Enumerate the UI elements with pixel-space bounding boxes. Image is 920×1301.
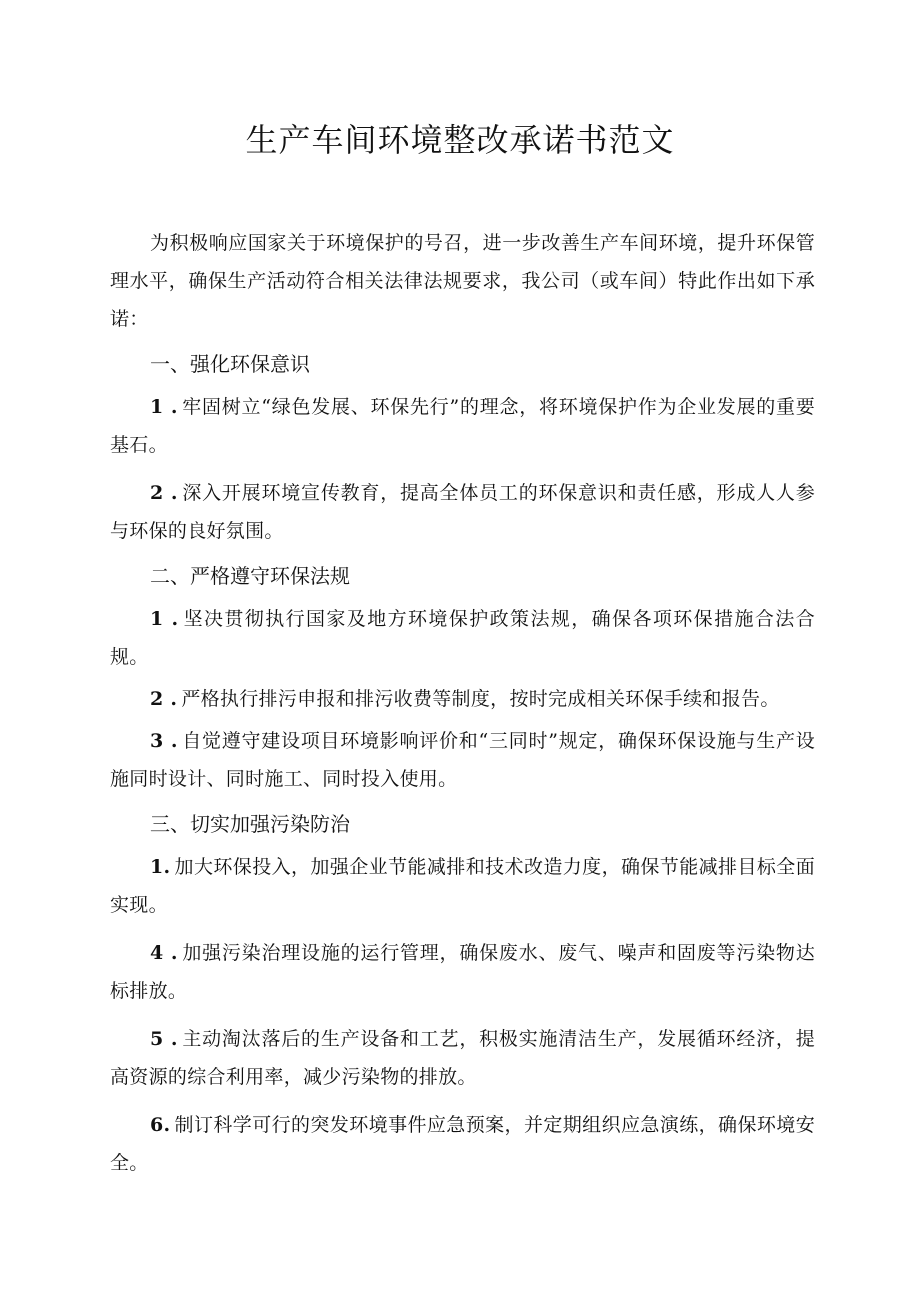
section-heading-2: 二、严格遵守环保法规 bbox=[150, 564, 350, 588]
document-body bbox=[110, 224, 815, 1182]
document-title: 生产车间环境整改承诺书范文 bbox=[245, 121, 675, 159]
item-number: 1 . bbox=[150, 608, 179, 630]
item-number: 1. bbox=[150, 856, 171, 878]
item-text: 坚决贯彻执行国家及地方环境保护政策法规，确保各项环保措施合法合规。 bbox=[110, 608, 815, 668]
section-3-item-2 bbox=[110, 934, 815, 1010]
item-text: 制订科学可行的突发环境事件应急预案，并定期组织应急演练，确保环境安全。 bbox=[110, 1114, 815, 1174]
item-number: 2 . bbox=[150, 688, 178, 710]
section-heading-3: 三、切实加强污染防治 bbox=[150, 812, 350, 836]
item-number: 6. bbox=[150, 1114, 171, 1136]
section-1-item-1 bbox=[110, 388, 815, 464]
section-1-item-2 bbox=[110, 474, 815, 550]
section-3-item-4 bbox=[110, 1106, 815, 1182]
section-3-item-1 bbox=[110, 848, 815, 924]
section-2-item-3 bbox=[110, 722, 815, 798]
section-3-item-3 bbox=[110, 1020, 815, 1096]
item-number: 4 . bbox=[150, 942, 178, 964]
intro-paragraph: 为积极响应国家关于环境保护的号召，进一步改善生产车间环境，提升环保管理水平，确保生产活动符合相关法律法规要求，我公司（或车间）特此作出如下承诺： bbox=[110, 232, 815, 330]
item-number: 2 . bbox=[150, 482, 178, 504]
item-text: 深入开展环境宣传教育，提高全体员工的环保意识和责任感，形成人人参与环保的良好氛围。 bbox=[110, 482, 815, 542]
section-heading-1: 一、强化环保意识 bbox=[150, 352, 310, 376]
item-text: 严格执行排污申报和排污收费等制度，按时完成相关环保手续和报告。 bbox=[181, 688, 780, 710]
item-text: 加大环保投入，加强企业节能减排和技术改造力度，确保节能减排目标全面实现。 bbox=[110, 856, 815, 916]
item-text: 主动淘汰落后的生产设备和工艺，积极实施清洁生产，发展循环经济，提高资源的综合利用率，减少污染物的排放。 bbox=[110, 1028, 815, 1088]
item-number: 1 . bbox=[150, 396, 178, 418]
section-2-item-1 bbox=[110, 600, 815, 676]
item-text: 加强污染治理设施的运行管理，确保废水、废气、噪声和固废等污染物达标排放。 bbox=[110, 942, 815, 1002]
item-text: 自觉遵守建设项目环境影响评价和“三同时”规定，确保环保设施与生产设施同时设计、同时施工、同时投入使用。 bbox=[110, 730, 815, 790]
item-number: 5 . bbox=[150, 1028, 178, 1050]
item-number: 3 . bbox=[150, 730, 178, 752]
section-2-item-2 bbox=[110, 680, 815, 718]
item-text: 牢固树立“绿色发展、环保先行”的理念，将环境保护作为企业发展的重要基石。 bbox=[110, 396, 815, 456]
